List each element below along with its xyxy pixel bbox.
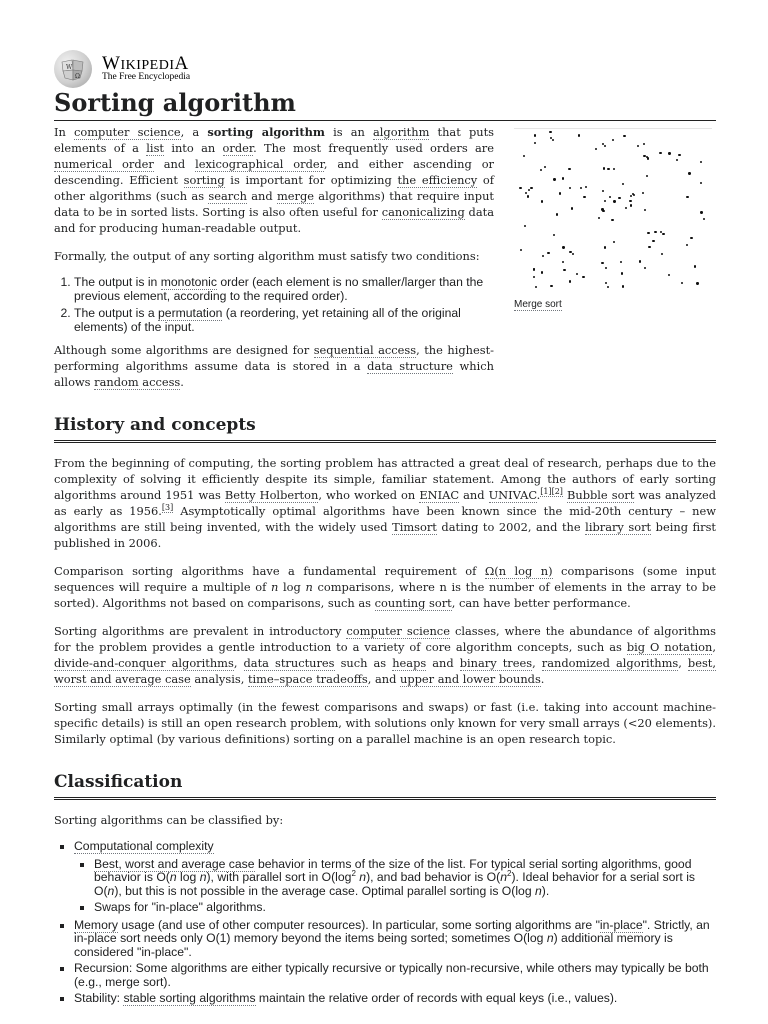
merge-sort-dot [637, 145, 639, 147]
merge-sort-dot [601, 262, 603, 264]
link-sequential-access[interactable]: sequential access [313, 343, 417, 357]
merge-sort-dot [578, 134, 580, 136]
merge-sort-dot [524, 225, 526, 227]
merge-sort-dot [559, 192, 561, 194]
merge-sort-dot [620, 261, 622, 263]
merge-sort-dot [525, 192, 527, 194]
merge-sort-dot [604, 246, 606, 248]
lead-paragraph-1: In computer science, a sorting algorithm is an algorithm that puts elements of a list into an order. The most frequently used orders are numerical order and lexicographical order, and either ascending or descending. Efficient sorting is important for optimizing the efficiency of other algorithms (such as search and merge algorithms) that require input data to be in sorted lists. Sorting is also often useful for canonicalizing data and for producing human-readable output. [54, 125, 495, 235]
history-paragraph-2: Comparison sorting algorithms have a fundamental requirement of Ω(n log n) comparisons (some input sequences will require a multiple of n log n comparisons, where n is the number of elements in the array to be sorted). Algorithms not based on comparisons, such as counting sort, can have better performance. [54, 564, 716, 610]
link-computer-science-2[interactable]: computer science [346, 624, 450, 638]
classification-intro: Sorting algorithms can be classified by: [54, 813, 284, 827]
link-list[interactable]: list [146, 141, 164, 155]
link-univac[interactable]: UNIVAC [488, 488, 537, 502]
merge-sort-dot [644, 209, 646, 211]
wikipedia-wordmark: WIKIPEDIA [102, 53, 189, 74]
list-item: ▪ Best, worst and average case behavior in terms of the size of the list. For typical serial sorting algorithms, good behavior is O(n log n), with parallel sort in $O(\log^2$ n), and bad behavior is $O(n^2)$. Ideal behavior for a serial sort is O(n), but this is not possible in the average case. Optimal parallel sorting is O(log n). [94, 858, 716, 899]
section-heading-history: History and concepts [54, 414, 716, 443]
merge-sort-dot [601, 208, 603, 210]
merge-sort-dot [528, 189, 530, 191]
merge-sort-dot [571, 207, 573, 209]
complexity-sublist [74, 858, 716, 915]
merge-sort-dot [576, 273, 578, 275]
link-binary-trees[interactable]: binary trees [459, 656, 533, 670]
merge-sort-dot [700, 182, 702, 184]
link-stable-sorting-algorithms[interactable]: stable sorting algorithms [123, 991, 256, 1005]
wikipedia-tagline: The Free Encyclopedia [102, 72, 191, 82]
merge-sort-dot [530, 187, 532, 189]
list-item: 2. The output is a permutation (a reordering, yet retaining all of the original elements) of the input. [74, 307, 494, 334]
link-heaps[interactable]: heaps [392, 656, 427, 670]
merge-sort-dot [562, 177, 564, 179]
merge-sort-dot [533, 276, 535, 278]
list-item: ▪ Stability: stable sorting algorithms maintain the relative order of records with equal keys (i.e., values). [74, 992, 716, 1006]
merge-sort-dot [662, 233, 664, 235]
merge-sort-dot [630, 204, 632, 206]
merge-sort-dot [534, 142, 536, 144]
merge-sort-dot [681, 282, 683, 284]
merge-sort-dot [550, 285, 552, 287]
merge-sort-dot [553, 234, 555, 236]
link-lexicographical-order[interactable]: lexicographical order [195, 157, 324, 171]
link-numerical-order[interactable]: numerical order [54, 157, 154, 171]
link-library-sort[interactable]: library sort [585, 520, 652, 534]
list-item: ▪ Memory usage (and use of other computer resources). In particular, some sorting algorithms are "in-place". Strictly, an in-place sort needs only O(1) memory beyond the items being sorted; sometimes O(log n) additional memory is considered "in-place". [74, 919, 716, 960]
merge-sort-dot [547, 252, 549, 254]
link-computer-science[interactable]: computer science [74, 125, 181, 139]
merge-sort-dot [647, 157, 649, 159]
lead-paragraph-3: Although some algorithms are designed for sequential access, the highest-performing algorithms assume data is stored in a data structure which allows random access. [54, 343, 494, 389]
merge-sort-dot [549, 131, 551, 133]
merge-sort-dot [622, 285, 624, 287]
link-memory[interactable]: Memory [74, 917, 119, 932]
merge-sort-dot [563, 269, 565, 271]
merge-sort-dot [569, 187, 571, 189]
merge-sort-dot [542, 255, 544, 257]
merge-sort-dot [694, 265, 696, 267]
merge-sort-dot [562, 246, 564, 248]
history-paragraph-4: Sorting small arrays optimally (in the fewest comparisons and swaps) or fast (i.e. taking into account machine-specific details) is still an open research problem, with solutions only known for very small arrays (<20 elements). Similarly optimal (by various definitions) sorting on a parallel machine is an open research topic. [54, 700, 716, 746]
link-data-structure[interactable]: data structure [367, 359, 453, 373]
merge-sort-dot [580, 187, 582, 189]
merge-sort-dot [639, 260, 641, 262]
merge-sort-dot [612, 139, 614, 141]
merge-sort-dot [652, 240, 654, 242]
merge-sort-dot [647, 232, 649, 234]
merge-sort-dot [688, 172, 690, 174]
merge-sort-dot [644, 267, 646, 269]
merge-sort-dot [568, 168, 570, 170]
list-item: ▪ Recursion: Some algorithms are either typically recursive or typically non-recursive, while others may typically be both (e.g., merge sort). [74, 962, 716, 989]
merge-sort-dot [696, 282, 698, 284]
merge-sort-dot [603, 167, 605, 169]
merge-sort-dot [541, 200, 543, 202]
link-in-place[interactable]: in-place [599, 917, 643, 932]
merge-sort-dot [540, 169, 542, 171]
merge-sort-dot [533, 268, 535, 270]
merge-sort-dot [552, 139, 554, 141]
link-data-structures[interactable]: data structures [243, 656, 335, 670]
link-random-access[interactable]: random access [94, 375, 181, 389]
merge-sort-dot [642, 192, 644, 194]
link-betty-holberton[interactable]: Betty Holberton [224, 488, 319, 502]
link-randomized-algorithms[interactable]: randomized algorithms [541, 656, 679, 670]
merge-sort-dot [700, 211, 702, 213]
merge-sort-dot [541, 271, 543, 273]
link-merge[interactable]: merge [276, 189, 314, 203]
conditions-list [54, 276, 494, 334]
merge-sort-dot [623, 135, 625, 137]
merge-sort-dot [544, 166, 546, 168]
merge-sort-dot [583, 196, 585, 198]
merge-sort-dot [611, 219, 613, 221]
merge-sort-dot [607, 286, 609, 288]
merge-sort-dot [630, 195, 632, 197]
link-omega-n-log-n[interactable]: Ω(n log n) [484, 564, 553, 578]
merge-sort-dot [520, 249, 522, 251]
citation-1-2[interactable]: [1][2] [540, 487, 563, 497]
merge-sort-dot [607, 168, 609, 170]
merge-sort-dot [668, 152, 670, 154]
merge-sort-dot [678, 154, 680, 156]
svg-text:W: W [66, 64, 73, 71]
merge-sort-dot [646, 175, 648, 177]
section-heading-classification: Classification [54, 771, 716, 800]
merge-sort-dot [648, 246, 650, 248]
article-body [54, 124, 716, 1014]
merge-sort-dot [572, 253, 574, 255]
merge-sort-dot [613, 241, 615, 243]
merge-sort-dot [604, 145, 606, 147]
merge-sort-dot [686, 244, 688, 246]
merge-sort-dot [535, 286, 537, 288]
merge-sort-dot [519, 187, 521, 189]
link-canonicalizing[interactable]: canonicalizing [381, 205, 465, 219]
link-computational-complexity[interactable]: Computational complexity [74, 839, 214, 853]
merge-sort-dot [553, 178, 555, 180]
merge-sort-dot [605, 267, 607, 269]
link-time-space-tradeoffs[interactable]: time–space tradeoffs [247, 672, 368, 686]
merge-sort-dot [582, 276, 584, 278]
merge-sort-dot [668, 274, 670, 276]
link-search[interactable]: search [208, 189, 247, 203]
link-timsort[interactable]: Timsort [392, 520, 437, 534]
merge-sort-dot [676, 159, 678, 161]
lead-section [54, 124, 494, 390]
link-bubble-sort[interactable]: Bubble sort [567, 488, 635, 502]
link-big-o-notation[interactable]: big O notation [626, 640, 713, 654]
link-monotonic[interactable]: monotonic [160, 275, 217, 289]
merge-sort-dot [585, 186, 587, 188]
link-permutation[interactable]: permutation [158, 306, 223, 320]
merge-sort-dot [569, 280, 571, 282]
merge-sort-dot [595, 148, 597, 150]
link-order[interactable]: order [222, 141, 254, 155]
list-item: 1. The output is in monotonic order (each element is no smaller/larger than the previous element, according to the required order). [74, 276, 494, 303]
list-item: ▪ Swaps for "in-place" algorithms. [94, 901, 716, 915]
link-the-efficiency[interactable]: the efficiency [397, 173, 478, 187]
link-upper-lower-bounds[interactable]: upper and lower bounds [400, 672, 541, 686]
merge-sort-dot [523, 155, 525, 157]
puzzle-globe-icon [54, 50, 92, 88]
merge-sort-dot [609, 196, 611, 198]
merge-sort-dot [661, 253, 663, 255]
merge-sort-dot [659, 152, 661, 154]
merge-sort-dot [605, 282, 607, 284]
merge-sort-dot [562, 261, 564, 263]
page-title: Sorting algorithm [54, 88, 716, 121]
merge-sort-dot [604, 200, 606, 202]
merge-sort-dot [613, 200, 615, 202]
merge-sort-dot [534, 134, 536, 136]
lead-paragraph-2: Formally, the output of any sorting algorithm must satisfy two conditions: [54, 249, 480, 263]
link-best-worst-average-case[interactable]: best, worst and average case [54, 656, 716, 686]
merge-sort-dot [703, 218, 705, 220]
merge-sort-dot [643, 143, 645, 145]
merge-sort-dot [569, 251, 571, 253]
link-sorting[interactable]: sorting [183, 173, 225, 187]
merge-sort-dot [686, 196, 688, 198]
merge-sort-figure[interactable] [514, 128, 714, 313]
merge-sort-dot [618, 197, 620, 199]
link-best-worst-average-case-2[interactable]: Best, worst and average case [94, 856, 255, 871]
svg-text:Ω: Ω [75, 73, 80, 80]
link-eniac[interactable]: ENIAC [419, 488, 460, 502]
link-counting-sort[interactable]: counting sort [374, 596, 452, 610]
merge-sort-dot [613, 168, 615, 170]
link-divide-and-conquer[interactable]: divide-and-conquer algorithms [54, 656, 234, 670]
merge-sort-dot [622, 183, 624, 185]
figure-caption-link[interactable]: Merge sort [514, 299, 562, 310]
merge-sort-dot [690, 237, 692, 239]
link-algorithm[interactable]: algorithm [372, 125, 430, 139]
merge-sort-dot [629, 200, 631, 202]
merge-sort-dot [527, 195, 529, 197]
merge-sort-dot [602, 190, 604, 192]
merge-sort-dot [621, 272, 623, 274]
merge-sort-dot [654, 231, 656, 233]
merge-sort-icon[interactable] [514, 128, 712, 293]
history-paragraph-3: Sorting algorithms are prevalent in introductory computer science classes, where the abundance of algorithms for the problem provides a gentle introduction to a variety of core algorithm concepts, such as big O notation, divide-and-conquer algorithms, data structures such as heaps and binary trees, randomized algorithms, best, worst and average case analysis, time–space tradeoffs, and upper and lower bounds. [54, 624, 716, 686]
history-paragraph-1: From the beginning of computing, the sorting problem has attracted a great deal of research, perhaps due to the complexity of solving it efficiently despite its simple, familiar statement. Among the authors of early sorting algorithms around 1951 was Betty Holberton, who worked on ENIAC and UNIVAC.[1][2] Bubble sort was analyzed as early as 1956.[3] Asymptotically optimal algorithms have been known since the mid-20th century – new algorithms are still being invented, with the widely used Timsort dating to 2002, and the library sort being first published in 2006. [54, 456, 716, 550]
merge-sort-dot [598, 217, 600, 219]
citation-3[interactable]: [3] [161, 503, 174, 513]
merge-sort-dot [556, 213, 558, 215]
list-item [74, 840, 716, 915]
merge-sort-dot [700, 161, 702, 163]
classification-list [54, 840, 716, 1006]
merge-sort-dot [625, 207, 627, 209]
